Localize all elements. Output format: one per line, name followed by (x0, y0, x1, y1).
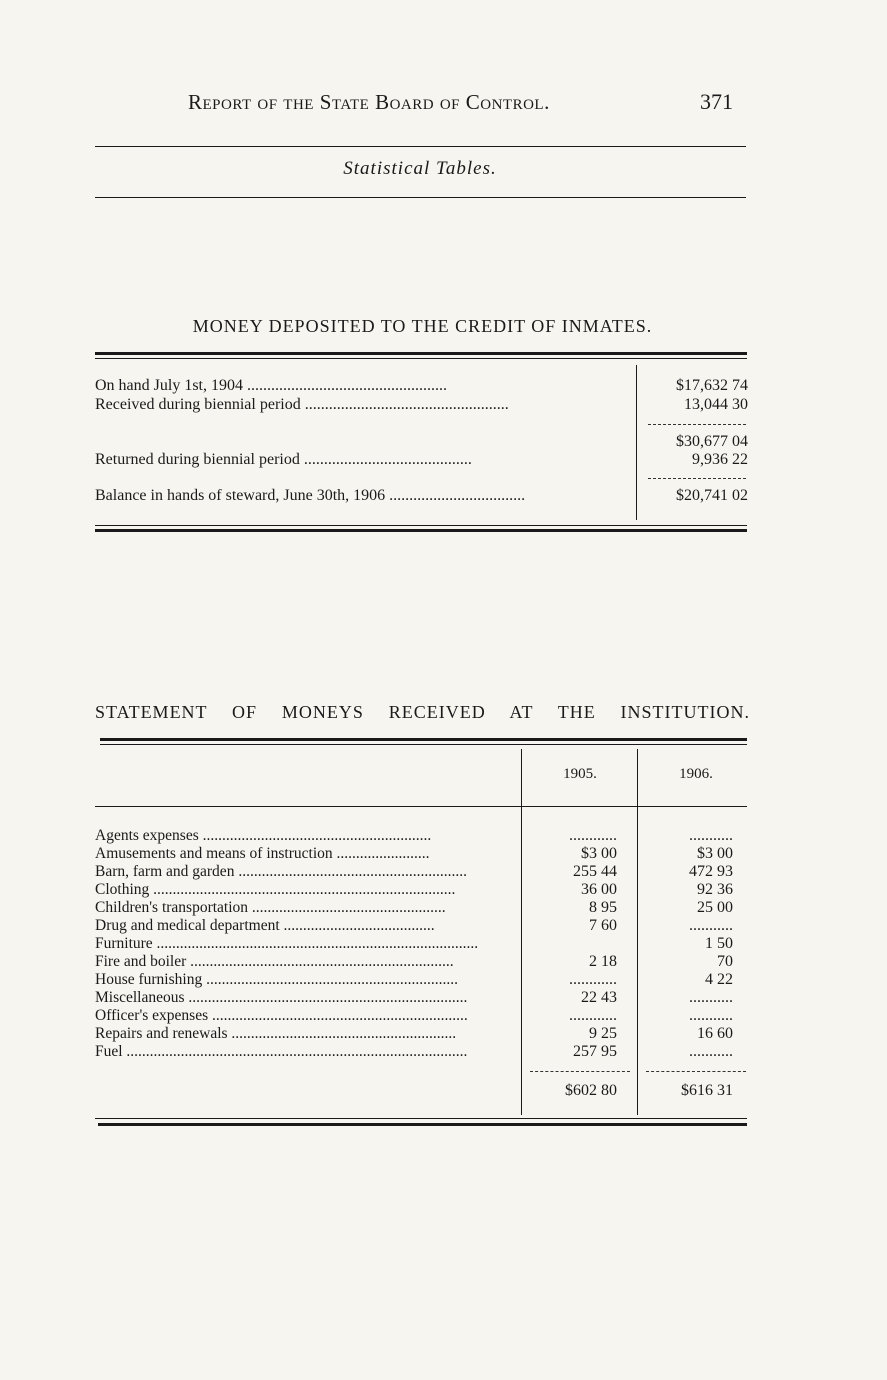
deposit-amount: $17,632 74 (676, 377, 748, 394)
section-title: Statistical Tables. (343, 158, 497, 179)
receipt-1906: ........... (689, 1007, 733, 1024)
deposit-label: On hand July 1st, 1904 .................................................. (95, 377, 447, 394)
receipt-row (95, 971, 750, 989)
receipt-label: Fuel ........................................................................................ (95, 1043, 468, 1060)
deposit-row (95, 377, 750, 395)
receipt-row (95, 863, 750, 881)
header-rule-bottom (95, 197, 746, 198)
receipt-label: Amusements and means of instruction ........................ (95, 845, 430, 862)
receipt-1906: 472 93 (689, 863, 733, 880)
receipts-bottom-rule (95, 1118, 747, 1119)
subtotal-rule (648, 424, 746, 425)
receipt-1906: ........... (689, 827, 733, 844)
receipt-label: Agents expenses ........................................................... (95, 827, 432, 844)
receipt-row (95, 881, 750, 899)
receipt-1905: 8 95 (589, 899, 617, 916)
receipt-1906: $3 00 (697, 845, 733, 862)
receipt-label: House furnishing ................................................................. (95, 971, 458, 988)
column-header-1906: 1906. (679, 766, 713, 782)
header-rule-top (95, 146, 746, 147)
receipt-1906: ........... (689, 989, 733, 1006)
receipt-1905: ............ (569, 827, 617, 844)
receipts-table-title: STATEMENT OF MONEYS RECEIVED AT THE INSTITUTION. (95, 702, 750, 722)
receipt-1905: 257 95 (573, 1043, 617, 1060)
receipt-label: Children's transportation .................................................. (95, 899, 446, 916)
deposit-label: Received during biennial period ................................................... (95, 396, 509, 413)
receipt-row (95, 953, 750, 971)
receipts-top-rule-2 (100, 744, 747, 745)
total-rule-1905 (530, 1071, 630, 1072)
deposits-table-title: MONEY DEPOSITED TO THE CREDIT OF INMATES. (192, 316, 653, 336)
receipts-top-rule (100, 738, 747, 741)
receipt-label: Officer's expenses .................................................................. (95, 1007, 468, 1024)
receipt-row (95, 845, 750, 863)
receipt-1906: ........... (689, 1043, 733, 1060)
deposits-top-rule (95, 352, 747, 355)
deposit-amount: 13,044 30 (684, 396, 748, 413)
receipt-1905: 2 18 (589, 953, 617, 970)
deposits-bottom-rule (95, 525, 747, 526)
receipt-row (95, 1025, 750, 1043)
deposit-row (95, 396, 750, 414)
receipt-1905: 22 43 (581, 989, 617, 1006)
receipt-row (95, 935, 750, 953)
receipt-1906: 92 36 (697, 881, 733, 898)
receipt-1906: ........... (689, 917, 733, 934)
total-rule-1906 (646, 1071, 746, 1072)
deposit-balance: $20,741 02 (676, 487, 748, 504)
receipt-row (95, 1007, 750, 1025)
balance-rule (648, 478, 746, 479)
receipt-1905: 36 00 (581, 881, 617, 898)
receipt-label: Fire and boiler .................................................................... (95, 953, 454, 970)
receipt-1905: 9 25 (589, 1025, 617, 1042)
receipt-label: Repairs and renewals .......................................................... (95, 1025, 457, 1042)
receipt-row (95, 917, 750, 935)
receipt-1905: ............ (569, 971, 617, 988)
running-head: Report of the State Board of Control. (188, 90, 550, 114)
receipt-1906: 1 50 (705, 935, 733, 952)
deposit-amount: 9,936 22 (692, 451, 748, 468)
receipts-header-rule (95, 806, 747, 807)
deposit-balance-row (95, 487, 750, 505)
receipt-1905: 7 60 (589, 917, 617, 934)
page-number: 371 (700, 89, 733, 114)
deposit-row (95, 451, 750, 469)
receipt-1905: ............ (569, 1007, 617, 1024)
receipt-row (95, 989, 750, 1007)
receipt-row (95, 899, 750, 917)
receipt-label: Furniture ................................................................................... (95, 935, 479, 952)
receipt-row (95, 1043, 750, 1061)
total-1906: $616 31 (681, 1082, 733, 1099)
receipt-row (95, 827, 750, 845)
receipts-total-row (95, 1082, 750, 1100)
receipts-bottom-rule-2 (98, 1123, 747, 1126)
receipt-label: Drug and medical department ....................................... (95, 917, 435, 934)
deposit-label: Balance in hands of steward, June 30th, 1906 .................................. (95, 487, 526, 504)
deposit-label: Returned during biennial period .......................................... (95, 451, 472, 468)
receipt-1906: 4 22 (705, 971, 733, 988)
receipt-label: Clothing .............................................................................. (95, 881, 456, 898)
deposits-top-rule-2 (95, 358, 747, 359)
deposit-subtotal-row (95, 433, 750, 451)
receipt-1906: 25 00 (697, 899, 733, 916)
receipt-1906: 16 60 (697, 1025, 733, 1042)
receipt-label: Barn, farm and garden ........................................................... (95, 863, 467, 880)
receipt-1905: 255 44 (573, 863, 617, 880)
deposits-bottom-rule-2 (95, 529, 747, 532)
total-1905: $602 80 (565, 1082, 617, 1099)
receipt-1905: $3 00 (581, 845, 617, 862)
column-header-1905: 1905. (563, 766, 597, 782)
receipt-1906: 70 (717, 953, 733, 970)
receipt-label: Miscellaneous ........................................................................ (95, 989, 468, 1006)
deposit-subtotal: $30,677 04 (676, 433, 748, 450)
